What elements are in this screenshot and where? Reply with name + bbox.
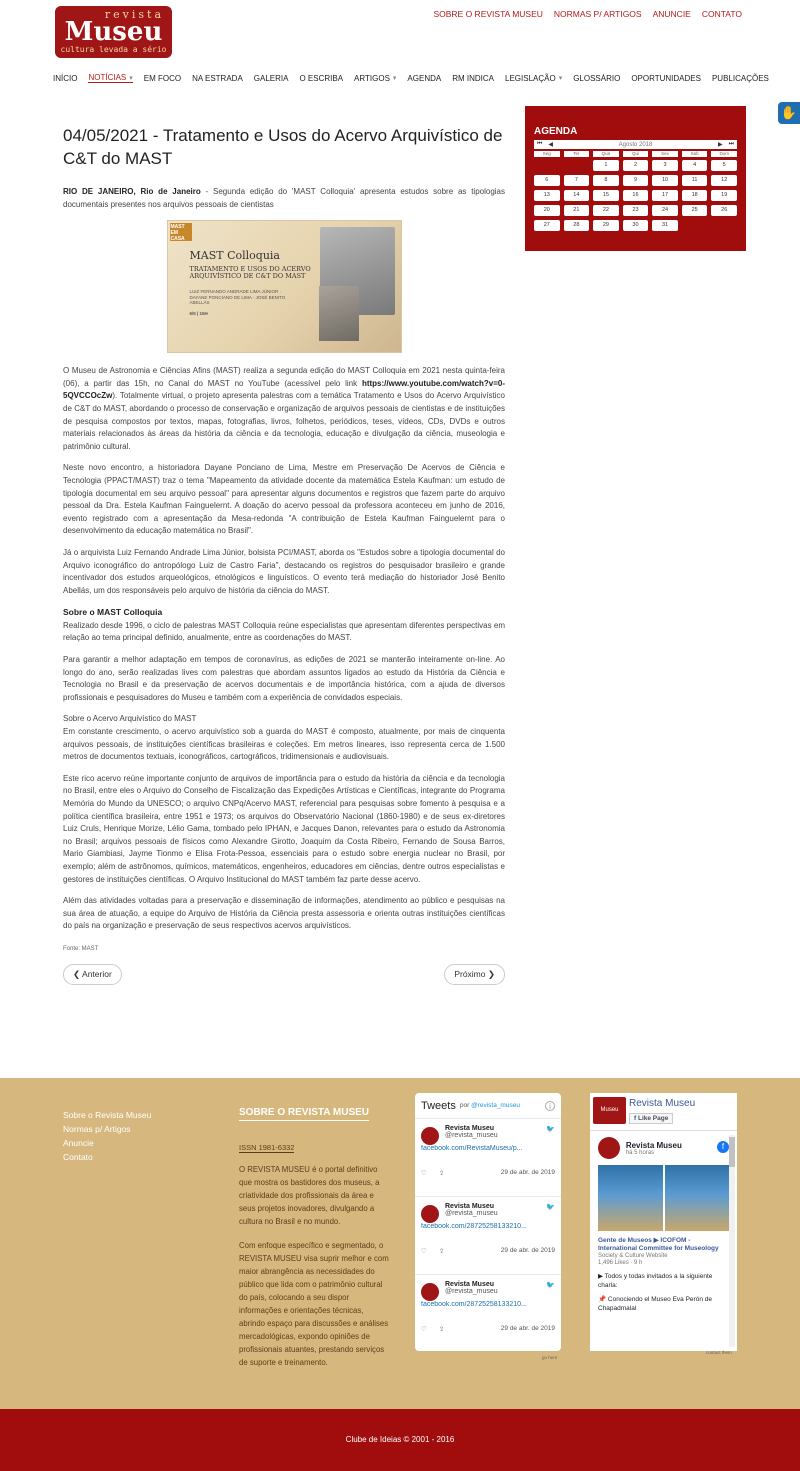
tweet-date[interactable]: 29 de abr. de 2019 [500,1247,555,1254]
paragraph-1 [63,365,505,453]
calendar-day[interactable]: 31 [652,220,678,231]
nav-item-oportunidades[interactable] [631,74,701,83]
calendar-day[interactable]: 22 [593,205,619,216]
calendar-day[interactable]: 20 [534,205,560,216]
twitter-by-label: por [459,1102,470,1109]
site-logo[interactable] [55,6,172,58]
facebook-widget [590,1093,737,1351]
nav-item-label: GALERIA [253,73,289,83]
twitter-handle-link[interactable]: @revista_museu [471,1102,520,1109]
poster-title: MAST Colloquia [189,249,280,263]
next-month-icon[interactable]: ▶ [717,142,723,148]
calendar-day[interactable]: 21 [564,205,590,216]
paragraph-4 [63,606,505,645]
calendar-day[interactable]: 4 [682,160,708,171]
poster-speakers [190,289,300,317]
post-link-title[interactable]: Gente de Museos ▶ ICOFOM - International Committee for Museology [598,1237,719,1252]
poster-tag: MAST EM CASA [170,223,192,241]
calendar-days [534,160,737,231]
weekday-label: Ter [564,151,590,157]
facebook-page-logo[interactable]: Museu [593,1097,626,1124]
paragraph-3: Já o arquivista Luiz Fernando Andrade Lima Júnior, bolsista PCI/MAST, aborda os "Estudos sobre a tipologia documental do Arquivo iconográfico do antropólogo Luiz de Castro Faria", destacando os registros do pesquisador brasileiro e grande incentivador dos estudos arqueológicos, etnológicos e linguísticos. O evento terá mediação do historiador José Benito Abellás, um dos responsáveis pelo arquivo de história da ciência do MAST. [63,547,505,595]
calendar-day[interactable]: 5 [711,160,737,171]
twitter-by [460,1102,520,1109]
article [63,124,505,985]
tweet-date[interactable]: 29 de abr. de 2019 [500,1325,555,1332]
topnav-sobre-link[interactable]: SOBRE O REVISTA MUSEU [433,9,543,19]
facebook-header [590,1093,737,1131]
calendar-day[interactable]: 7 [564,175,590,186]
prev-year-icon[interactable]: ⏮ [537,141,543,147]
footer-links [63,1108,151,1164]
tweet-author: Revista Museu [445,1281,495,1288]
calendar-day[interactable]: 10 [652,175,678,186]
tweet-author: Revista Museu [445,1203,495,1210]
nav-item-label: GLOSSÁRIO [573,73,621,83]
tweet-actions [421,1325,456,1333]
heart-icon[interactable]: ♡ [421,1170,427,1177]
post-image[interactable] [598,1165,729,1231]
calendar-month: Agosto 2018 [618,141,653,148]
facebook-note[interactable]: contact them [706,1350,732,1355]
next-label: Próximo [454,968,486,979]
nav-item-notícias[interactable] [88,73,132,83]
tweet-handle: @revista_museu [445,1288,498,1295]
article-source: Fonte: MAST [63,945,99,952]
twitter-note[interactable]: go here [542,1355,558,1360]
agenda-calendar [525,106,746,251]
post-likes: 1,496 Likes · 9 h [598,1260,643,1266]
paragraph-1-text-cont: ). Totalmente virtual, o projeto apresenta palestras com a temática Tratamento e Usos do Acervo Arquivístico de C&T do MAST, abordando o processo de conservação e organização de arquivos pessoais de cientistas e de instituições de pesquisa compostos por textos, mapas, fotografias, livros, folhetos, periódicos, teses, vídeos, CDs, DVDs e outros materiais relacionados às áreas da história da ciência e da tecnologia, educação e divulgação da ciência, museologia e patrimônio cultural. [63,391,505,451]
calendar-day[interactable]: 29 [593,220,619,231]
footer-about-p2: Com enfoque específico e segmentado, o REVISTA MUSEU visa suprir melhor e com maior abrangência as necessidades do público que lida com o patrimônio cultural do país, colocando a seu dispor informações e orientações técnicas, abrindo espaço para discussões e análises mercadológicas, expondo opiniões de profissionais atuantes, prestando serviços de suporte e treinamento. [239,1241,389,1367]
post-meta [626,1141,682,1156]
footer-about-title: SOBRE O REVISTA MUSEU [239,1107,369,1121]
twitter-header [415,1093,561,1119]
paragraph-5: Para garantir a melhor adaptação em tempos de coronavírus, as edições de 2021 se manterão inteiramente on-line. Ao longo do ano, serão realizadas lives com palestras que abordam assuntos ligados ao estudo da História da Ciência e Tecnologia no Brasil e da preservação de acervos documentais e de importância histórica, com a ajuda de diversos profissionais e pesquisadores do Museu e também com a experiência de convidados especiais. [63,655,505,702]
weekday-label: Sab [682,151,708,157]
weekday-label: Dom [711,151,737,157]
topnav-normas-link[interactable]: NORMAS P/ ARTIGOS [553,9,642,19]
nav-item-label: O ESCRIBA [299,73,344,83]
topnav-anuncie-link[interactable]: ANUNCIE [652,9,691,19]
tweet-meta [421,1325,555,1333]
weekday-label: Qui [623,151,649,157]
tweet-link[interactable]: facebook.com/28725258133210... [421,1301,527,1308]
nav-item-galeria[interactable] [254,74,289,83]
heart-icon[interactable]: ♡ [421,1326,427,1333]
nav-item-label: OPORTUNIDADES [631,73,701,83]
calendar-day[interactable]: 14 [564,190,590,201]
calendar-day[interactable]: 24 [652,205,678,216]
paragraph-4-text: Realizado desde 1996, o ciclo de palestras MAST Colloquia reúne especialistas que apresentam diferentes perspectivas em relação ao tema principal definido, anualmente, entre as coordenações do MAST. [63,620,505,643]
calendar-day[interactable]: 8 [593,175,619,186]
post-author[interactable]: Revista Museu [625,1140,682,1150]
calendar-day[interactable]: 6 [534,175,560,186]
main-nav [53,73,769,83]
calendar-day[interactable]: 16 [623,190,649,201]
calendar-day[interactable]: 17 [652,190,678,201]
footer-about [239,1102,389,1380]
twitter-bird-icon: 🐦 [546,1126,555,1133]
tweet-link[interactable]: facebook.com/28725258133210... [421,1223,527,1230]
logo-line-1: revista [104,8,164,21]
lead-text: - Segunda edição do 'MAST Colloquia' apresenta estudos sobre as tipologias documentais presentes nos arquivos pessoais de cientistas [63,187,505,209]
nav-item-na estrada[interactable] [192,74,243,83]
hand-sign-icon: ✋ [780,105,798,120]
weekday-label: Qua [593,151,619,157]
calendar-day[interactable]: 30 [623,220,649,231]
nav-item-label: NOTÍCIAS [88,73,127,82]
nav-item-label: LEGISLAÇÃO [505,73,556,83]
calendar-day[interactable]: 18 [682,190,708,201]
facebook-page-name[interactable]: Revista Museu [629,1098,696,1109]
calendar-day[interactable]: 25 [682,205,708,216]
chevron-left-icon: ❮ [73,968,81,979]
nav-item-agenda[interactable] [407,74,441,83]
event-poster-image [167,220,402,353]
calendar-title: AGENDA [534,126,578,137]
post-text-1: ▶ Todos y todas invitados a la siguiente charla: [598,1273,713,1289]
nav-item-publicações[interactable] [712,74,769,83]
tweet-author: Revista Museu [445,1125,495,1132]
tweet-handle: @revista_museu [445,1132,498,1139]
post-link-sub: Society & Culture Website [598,1253,668,1259]
tweet-link[interactable]: facebook.com/RevistaMuseu/p... [421,1145,523,1152]
avatar [598,1137,620,1159]
nav-item-label: PUBLICAÇÕES [711,73,769,83]
calendar-day[interactable]: 23 [623,205,649,216]
top-nav [433,9,742,19]
facebook-like-button[interactable] [629,1113,673,1124]
calendar-day[interactable]: 28 [564,220,590,231]
logo-line-2: Museu [64,17,163,47]
article-title: 04/05/2021 - Tratamento e Usos do Acervo Arquivístico de C&T do MAST [63,126,503,168]
twitter-bird-icon: 🐦 [546,1282,555,1289]
weekday-label: Seg [534,151,560,157]
twitter-bird-icon: 🐦 [546,1204,555,1211]
nav-item-artigos[interactable] [354,74,396,83]
logo-tagline: cultura levada a sério [60,45,167,54]
tweet-actions [421,1247,456,1255]
paragraph-6-text: Em constante crescimento, o acervo arquivístico sob a guarda do MAST é composto, atualmente, por mais de cinquenta arquivos pessoais, de instituições científicas brasileiras e coleções. Em metros lineares, isso representa cerca de 1.500 metros de documentos textuais, iconográficos, cartográficos, tridimensionais e audiovisuais. [63,727,505,762]
chevron-down-icon: ▾ [392,75,397,82]
poster-subtitle: TRATAMENTO E USOS DO ACERVO ARQUIVÍSTICO DE C&T DO MAST [189,265,311,281]
calendar-day[interactable]: 9 [623,175,649,186]
calendar-day[interactable]: 1 [593,160,619,171]
facebook-scrollbar[interactable] [729,1135,735,1347]
nav-item-label: EM FOCO [143,73,182,83]
calendar-nav [534,140,737,149]
nav-item-label: RM INDICA [452,73,494,83]
footer-link-sobre[interactable]: Sobre o Revista Museu [63,1110,152,1120]
twitter-title: Tweets [421,1099,456,1112]
poster-date: 6/5 | 15H [189,311,208,317]
weekday-label: Sex [652,151,678,157]
avatar [421,1127,439,1145]
chevron-down-icon: ▾ [129,74,133,82]
accessibility-button[interactable] [778,102,800,124]
nav-item-label: NA ESTRADA [192,73,243,83]
footer-link-normas[interactable]: Normas p/ Artigos [63,1124,131,1134]
next-button[interactable] [444,964,505,985]
poster-speakers-text: LUIZ FERNANDO ANDRADE LIMA JÚNIOR · DAYANE PONCIANO DE LIMA · JOSÉ BENITO ABELLÁS [189,289,286,306]
post-text-2: 📌 Conociendo el Museo Eva Perón de Chapadmalal [598,1296,712,1312]
nav-item-legislação[interactable] [505,74,562,83]
paragraph-8: Além das atividades voltadas para a preservação e disseminação de informações, atendimento ao público e pesquisas na sua área de atuação, a equipe do Arquivo de História da Ciência presta assessoria e orienta outras instituições científicas do país na organização e preservação de seus respectivos acervos arquivísticos. [63,896,505,931]
lead-place: RIO DE JANEIRO, Rio de Janeiro [63,187,201,196]
youtube-link[interactable]: https://www.youtube.com/watch?v=0-5QVCCOcZw [63,378,505,401]
prev-month-icon[interactable]: ◀ [548,142,554,148]
calendar-day[interactable]: 27 [534,220,560,231]
calendar-day[interactable]: 11 [682,175,708,186]
calendar-day[interactable]: 2 [623,160,649,171]
twitter-widget [415,1093,561,1351]
tweet-item[interactable] [415,1119,561,1197]
share-icon[interactable]: ⇪ [438,1170,445,1177]
nav-item-glossário[interactable] [573,74,620,83]
chevron-right-icon: ❯ [487,968,495,979]
previous-label: Anterior [82,968,112,979]
like-label: Like Page [637,1115,669,1122]
calendar-day[interactable]: 19 [711,190,737,201]
nav-item-início[interactable] [53,74,77,83]
footer-link-anuncie[interactable]: Anuncie [63,1138,94,1148]
paragraph-1-text: O Museu de Astronomia e Ciências Afins (MAST) realiza a segunda edição do MAST Colloquia em 2021 nesta quinta-feira (06), a partir das 15h, no Canal do MAST no YouTube (acessível pelo link [63,366,505,388]
calendar-day[interactable]: 26 [711,205,737,216]
topnav-contato-link[interactable]: CONTATO [701,9,742,19]
copyright-bar [0,1409,800,1471]
footer-about-p1: O REVISTA MUSEU é o portal definitivo que mostra os bastidores dos museus, a criatividade dos profissionais da área e seus projetos inovadores, divulgando a cultura no Brasil e no mundo. [239,1165,380,1226]
nav-item-rm indica[interactable] [452,74,494,83]
facebook-post [590,1131,737,1319]
share-icon[interactable]: ⇪ [438,1326,445,1333]
avatar [421,1283,439,1301]
footer-link-contato[interactable]: Contato [63,1152,93,1162]
share-icon[interactable]: ⇪ [438,1248,445,1255]
nav-item-label: ARTIGOS [354,73,390,83]
tweet-date[interactable]: 29 de abr. de 2019 [500,1169,555,1176]
previous-button[interactable] [63,964,122,985]
tweet-actions [421,1169,456,1177]
facebook-icon: f [717,1141,729,1153]
calendar-day[interactable]: 12 [711,175,737,186]
tweet-item[interactable] [415,1197,561,1275]
info-icon[interactable]: i [545,1101,555,1111]
subheading-acervo: Sobre o Acervo Arquivístico do MAST [63,714,197,724]
tweet-meta [421,1169,555,1177]
subheading-colloquia: Sobre o MAST Colloquia [63,607,163,618]
post-time: há 5 horas [625,1149,655,1156]
paragraph-6 [63,713,505,763]
copyright-text: Clube de Ideias © 2001 - 2016 [345,1435,455,1444]
paragraph-7: Este rico acervo reúne importante conjunto de arquivos de importância para o estudo da história da ciência e da tecnologia no Brasil, entre eles o Arquivo do Conselho de Fiscalização das Expedições Artísticas e Científicas, integrante do Programa Memória do Mundo da UNESCO; o arquivo CNPq/Acervo MAST, referencial para pesquisas sobre fomento à pesquisa e a política científica brasileira, entre 1951 e 1973; os arquivos do Observatório Nacional (1860-1980) e de seus ex-diretores Luiz Cruls, Henrique Morize, Lélio Gama, tombado pelo IPHAN, e Jacques Danon, relevantes para o estudo da Astronomia no Brasil; arquivos pessoais de físicos como Alexandre Girotto, Joaquim da Costa Ribeiro, Fernando de Sousa Barros, Mario Giambiasi, Jayme Tionmo e Elisa Frota-Pessoa, essenciais para o estudo sobre energia nuclear no Brasil, por exemplo; além de astrônomos, químicos, matemáticos, engenheiros, educadores em ciências, dentre outros especialistas e gestores de instituições científicas. O Arquivo Institucional do MAST também faz parte desse acervo. [63,773,505,884]
issn: ISSN 1981-6332 [239,1143,295,1152]
poster-photo-secondary [319,286,359,341]
facebook-icon: f [634,1115,637,1122]
tweet-meta [421,1247,555,1255]
nav-item-em foco[interactable] [144,74,181,83]
next-year-icon[interactable]: ⏭ [728,141,734,147]
footer [0,1078,800,1409]
tweet-handle: @revista_museu [445,1210,498,1217]
calendar-day[interactable]: 13 [534,190,560,201]
avatar [421,1205,439,1223]
tweet-item[interactable] [415,1275,561,1351]
nav-item-label: AGENDA [407,73,442,83]
calendar-empty-cell [564,160,590,171]
nav-item-o escriba[interactable] [299,74,343,83]
article-lead [63,186,505,211]
chevron-down-icon: ▾ [558,75,563,82]
calendar-day[interactable]: 15 [593,190,619,201]
calendar-empty-cell [534,160,560,171]
paragraph-2: Neste novo encontro, a historiadora Dayane Ponciano de Lima, Mestre em Preservação De Acervos de Ciência e Tecnologia (PPACT/MAST) traz o tema "Mapeamento da atividade docente da matemática Estela Kaufman: um estudo de tipologia documental em seu arquivo pessoal" para apresentar alguns documentos e registros que fazem parte do arquivo pessoal da Dra. Estela Kaufman Fainguelernt. A doação do acervo pessoal da professora aconteceu em junho de 2016, evento registrado com a apresentação da Mesa-redonda "A contribuição de Estela Kaufman Fainguelernt para o desenvolvimento da educação matemática no Brasil". [63,463,505,536]
heart-icon[interactable]: ♡ [421,1248,427,1255]
calendar-weekdays [534,151,737,157]
article-pager [63,964,505,985]
nav-item-label: INÍCIO [53,73,78,83]
calendar-day[interactable]: 3 [652,160,678,171]
